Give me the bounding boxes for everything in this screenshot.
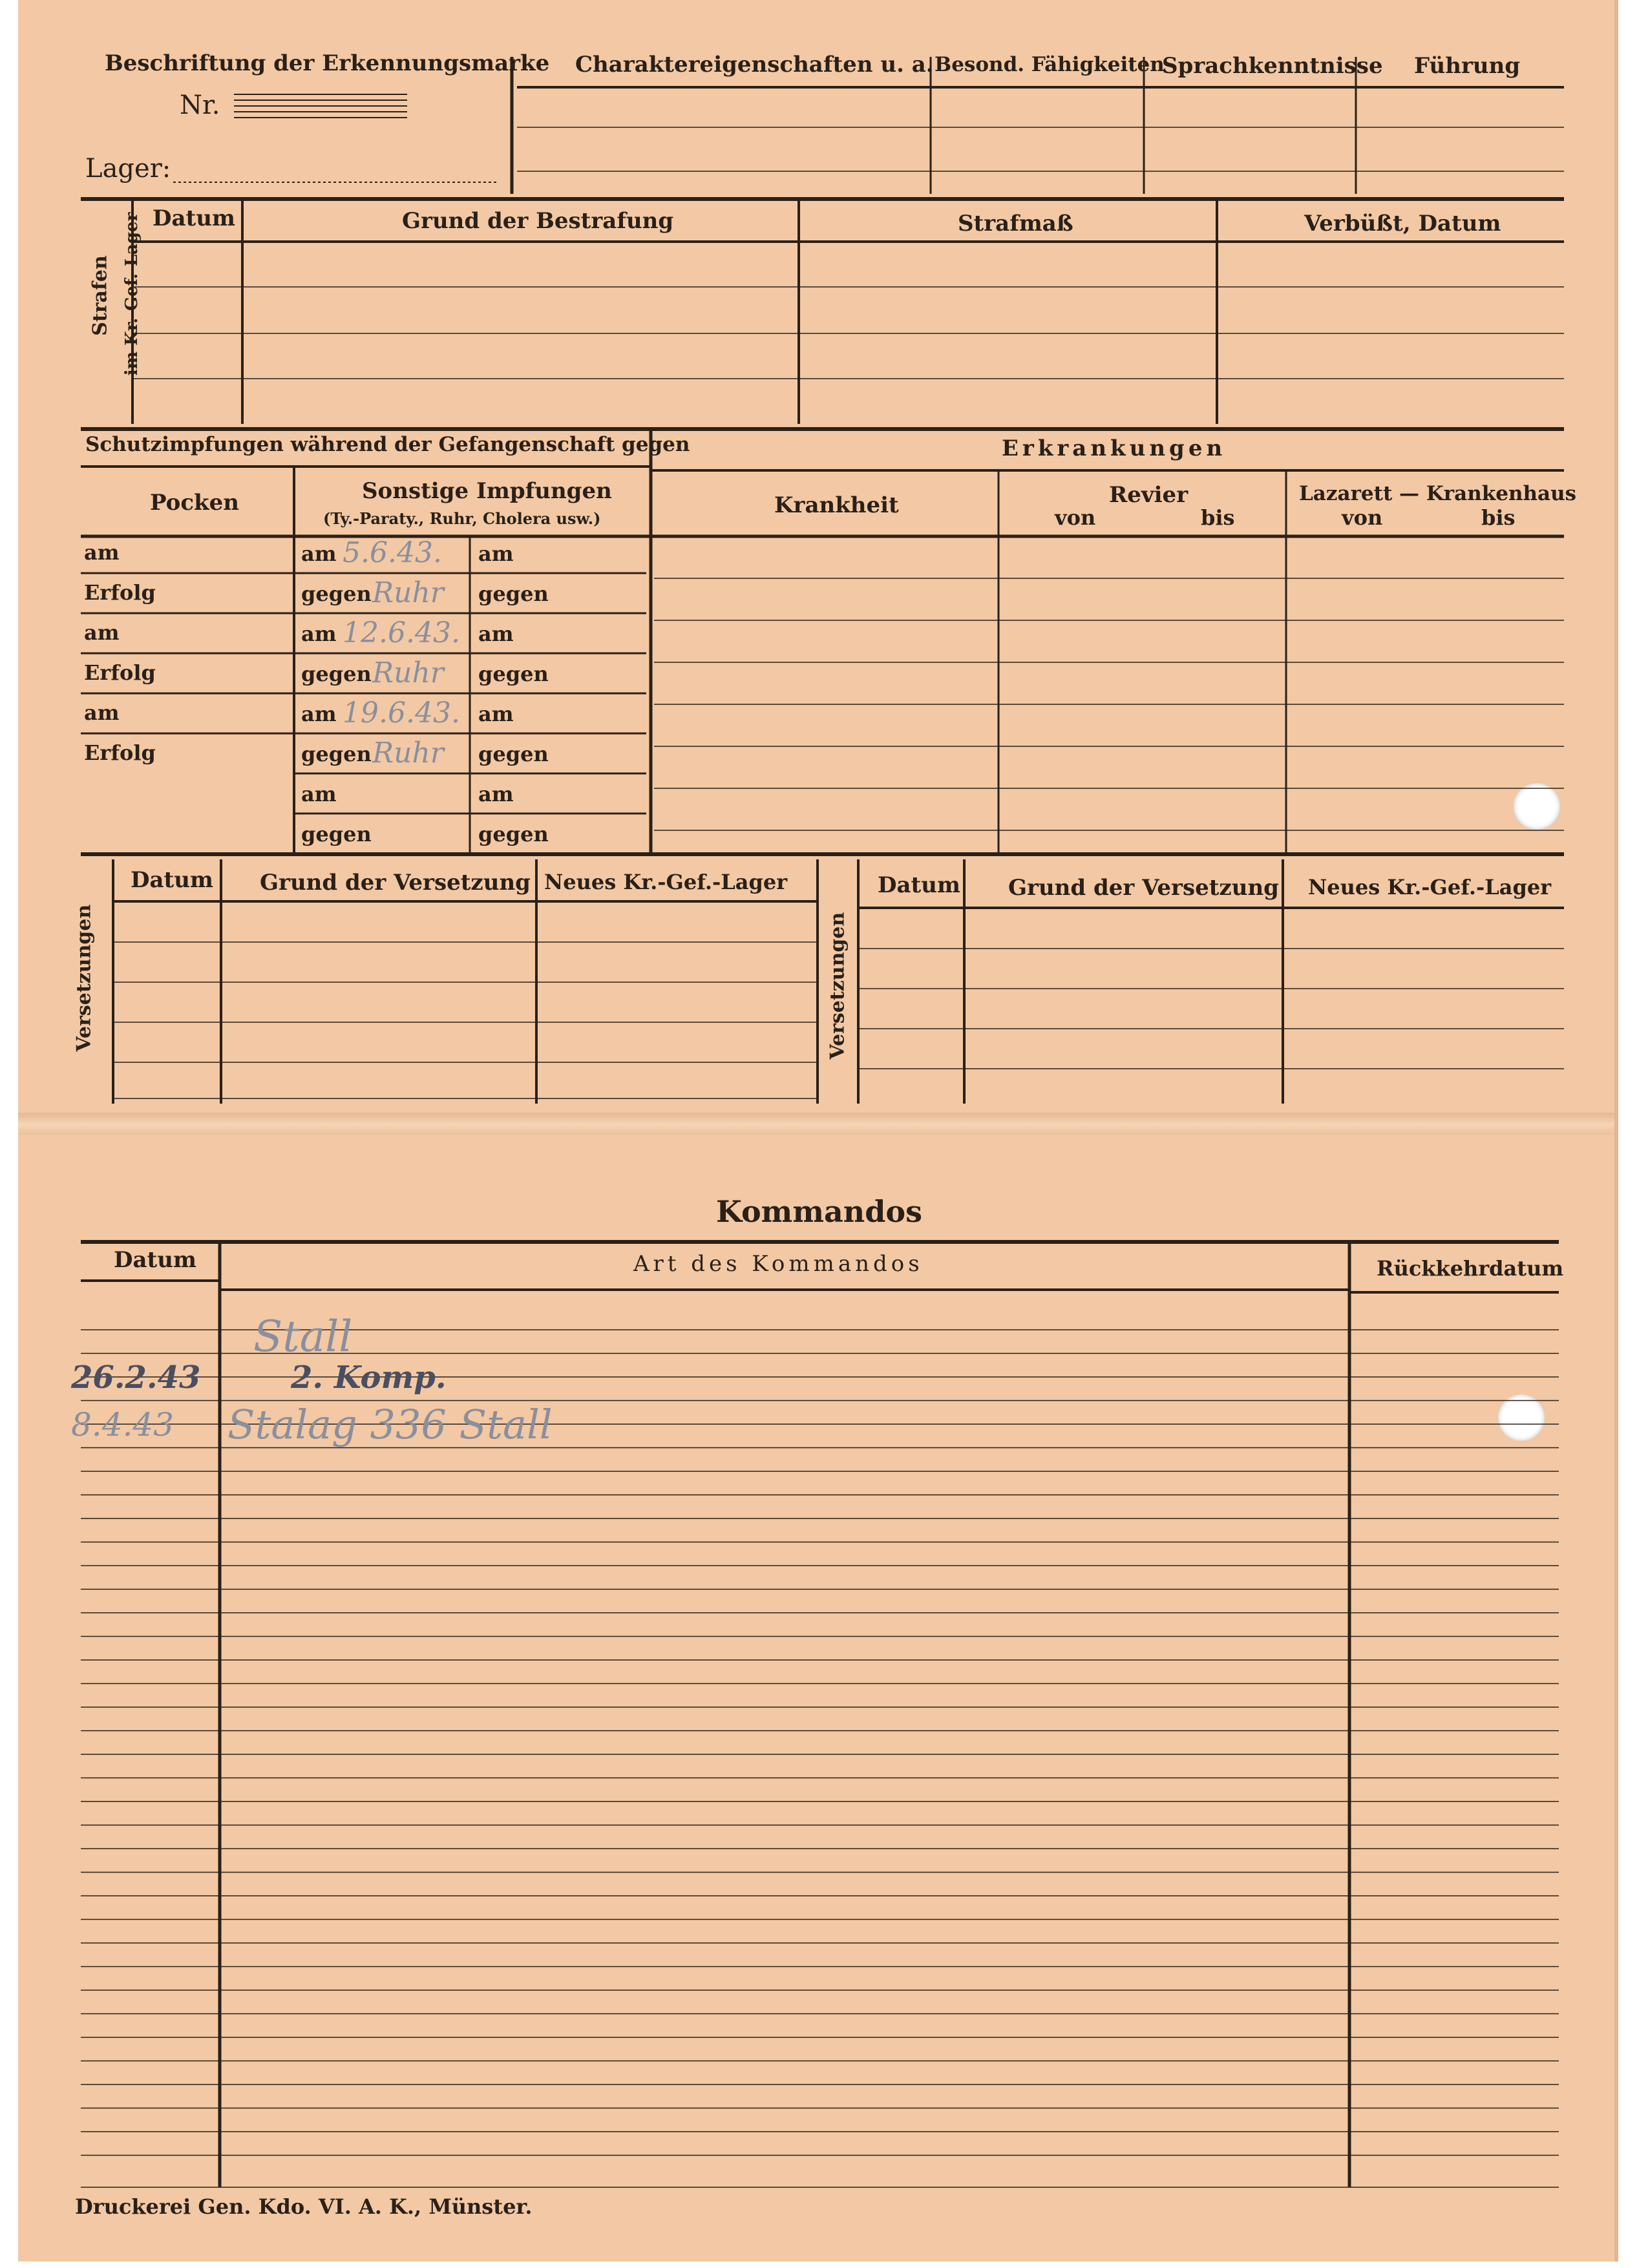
printer-footer: Druckerei Gen. Kdo. VI. A. K., Münster. (75, 2194, 533, 2219)
kommandos-title: Kommandos (716, 1194, 922, 1229)
strafen-datum-header: Datum (153, 205, 235, 231)
versetzung-neues-header-left: Neues Kr.-Gef.-Lager (544, 870, 788, 894)
lager-label: Lager: (85, 154, 171, 184)
pocken-row-label: Erfolg (84, 580, 156, 605)
lazarett-von: von (1342, 505, 1383, 530)
fuehrung-header: Führung (1414, 53, 1521, 79)
revier-von: von (1055, 505, 1096, 530)
revier-header: Revier (1109, 482, 1188, 508)
impfung-row-label-right: am (478, 622, 514, 646)
lazarett-header: Lazarett — Krankenhaus (1299, 482, 1577, 505)
sprachen-header: Sprachkenntnisse (1162, 53, 1383, 79)
impfung-row-value: Ruhr (372, 737, 444, 770)
strafen-side-label-1: Strafen (89, 255, 112, 336)
versetzung-datum-header-left: Datum (131, 867, 213, 893)
nr-label: Nr. (180, 90, 220, 120)
pocken-row-label: am (84, 540, 120, 565)
kommando-entry-3-art: Stalag 336 Stall (227, 1401, 553, 1448)
impfung-row-label-right: gegen (478, 662, 549, 686)
versetzung-datum-header-right: Datum (878, 872, 960, 898)
sonstige-subheader: (Ty.-Paraty., Ruhr, Cholera usw.) (323, 509, 601, 528)
versetzung-grund-header-right: Grund der Versetzung (1008, 875, 1279, 901)
kommando-entry-2-datum: 26.2.43 (71, 1360, 201, 1396)
lazarett-bis: bis (1481, 505, 1516, 530)
pocken-row-label: Erfolg (84, 660, 156, 685)
erkennungsmarke-label: Beschriftung der Erkennungsmarke (105, 50, 550, 76)
versetzungen-side-label-left: Versetzungen (72, 904, 96, 1052)
revier-bis: bis (1201, 505, 1235, 530)
impfung-row-value: Ruhr (372, 576, 444, 609)
kommando-entry-1-art: Stall (253, 1312, 353, 1361)
impfung-row-value: Ruhr (372, 656, 444, 689)
erkrankungen-title: Erkrankungen (1002, 436, 1227, 461)
sonstige-header: Sonstige Impfungen (362, 478, 612, 504)
impfung-row-label-right: gegen (478, 742, 549, 766)
impfung-row-value: 5.6.43. (343, 536, 442, 569)
impfung-row-label-right: am (478, 782, 514, 806)
pocken-row-label: Erfolg (84, 740, 156, 765)
charakter-header: Charaktereigenschaften u. a. (575, 52, 934, 78)
impfung-row-label: am (301, 622, 337, 646)
verbuesst-header: Verbüßt, Datum (1304, 211, 1501, 236)
pocken-header: Pocken (150, 490, 239, 516)
impfung-row-label: am (301, 782, 337, 806)
impfung-row-label: gegen (301, 822, 372, 846)
impfung-row-label: gegen (301, 742, 372, 766)
impfung-row-label-right: gegen (478, 582, 549, 606)
impfung-row-label: gegen (301, 662, 372, 686)
kommando-entry-3-datum: 8.4.43 (71, 1406, 174, 1444)
strafen-side-label-2: im Kr.-Gef.-Lager (122, 212, 142, 376)
versetzung-neues-header-right: Neues Kr.-Gef.-Lager (1308, 875, 1552, 899)
impfung-row-label: am (301, 702, 337, 726)
strafmass-header: Strafmaß (958, 211, 1073, 236)
kommando-entry-2-art: 2. Komp. (291, 1360, 447, 1396)
strafen-grund-header: Grund der Bestrafung (402, 208, 674, 234)
impfung-row-label-right: am (478, 541, 514, 566)
impfung-row-label: am (301, 541, 337, 566)
pocken-row-label: am (84, 700, 120, 725)
impfungen-title: Schutzimpfungen während der Gefangenschaft gegen (85, 433, 690, 456)
krankheit-header: Krankheit (774, 492, 899, 518)
impfung-row-label-right: gegen (478, 822, 549, 846)
faehigkeiten-header: Besond. Fähigkeiten (935, 53, 1165, 76)
versetzung-grund-header-left: Grund der Versetzung (260, 870, 531, 896)
kommando-art-header: Art des Kommandos (633, 1251, 924, 1277)
impfung-row-value: 19.6.43. (343, 697, 460, 730)
kommando-datum-header: Datum (114, 1247, 196, 1273)
impfung-row-label: gegen (301, 582, 372, 606)
impfung-row-label-right: am (478, 702, 514, 726)
impfung-row-value: 12.6.43. (343, 616, 460, 649)
versetzungen-side-label-right: Versetzungen (826, 912, 849, 1060)
pocken-row-label: am (84, 620, 120, 645)
rueckkehr-header: Rückkehrdatum (1377, 1256, 1564, 1281)
